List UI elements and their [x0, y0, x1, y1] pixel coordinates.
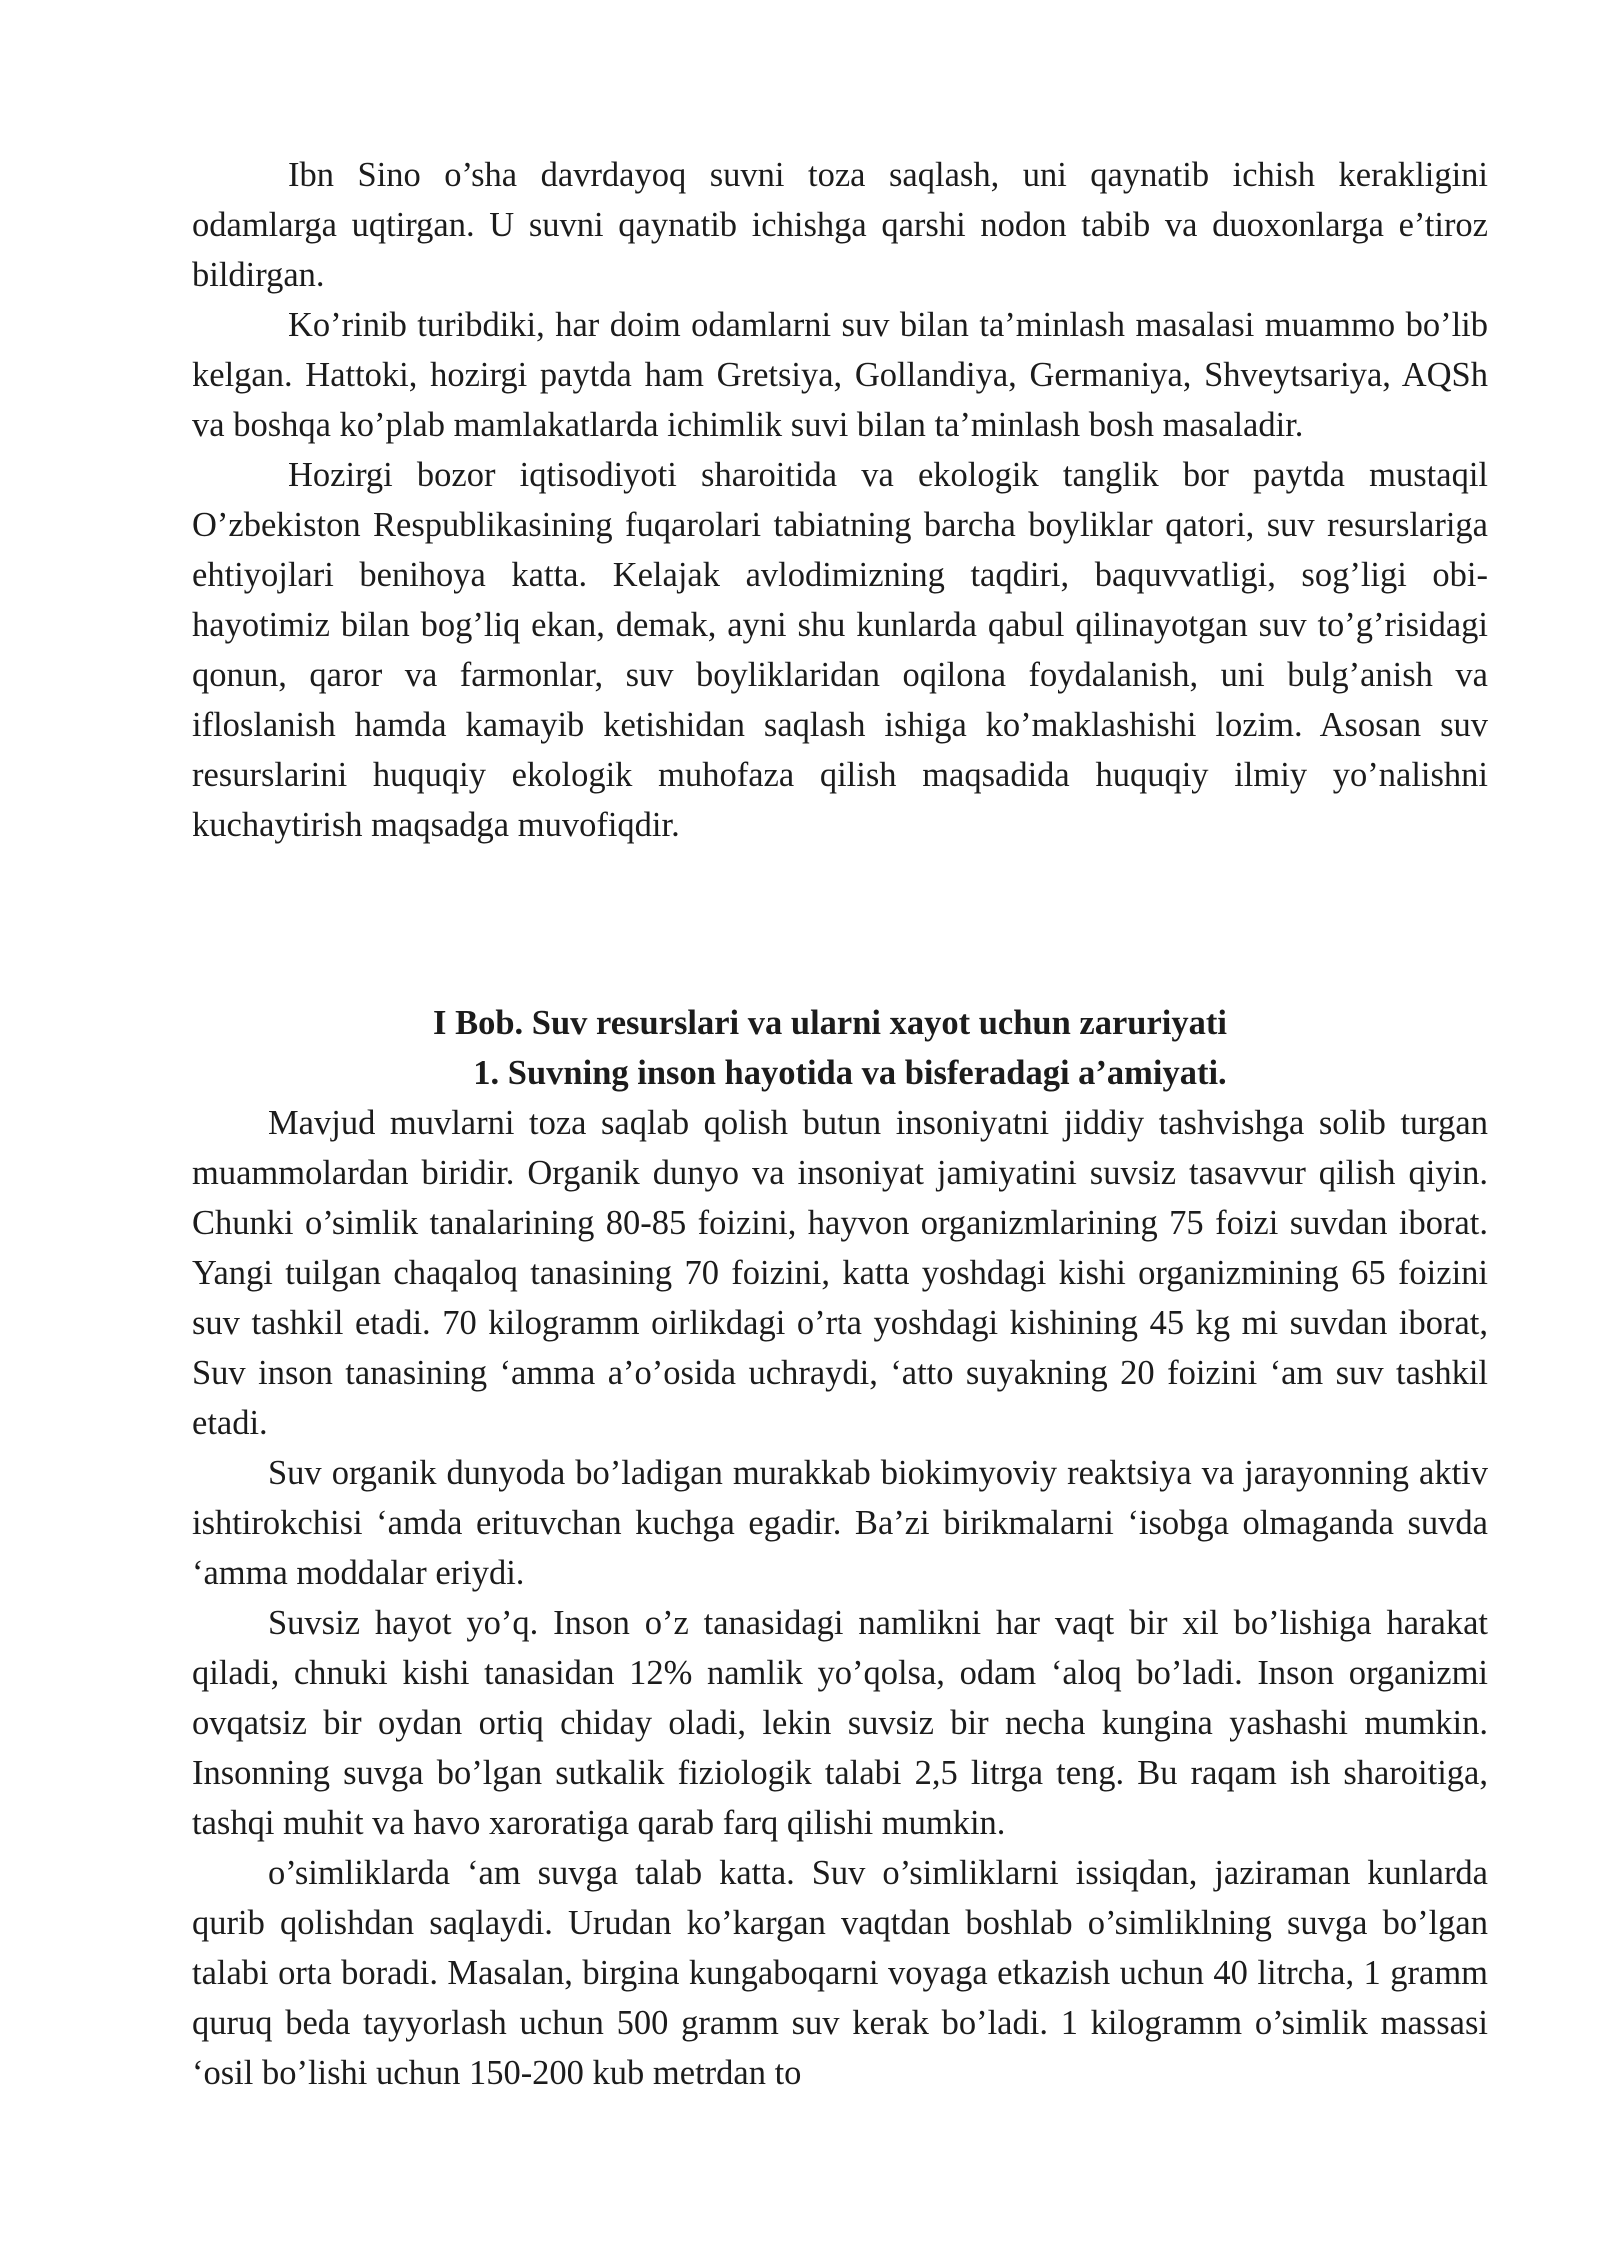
chapter-heading: I Bob. Suv resurslari va ularni xayot uchun zaruriyati [433, 1004, 1227, 1042]
intro-paragraph: Ibn Sino o’sha davrdayoq suvni toza saqlash, uni qaynatib ichish kerakligini odamlarga uqtirgan. U suvni qaynatib ichishga qarshi nodon tabib va duoxonlarga e’tiroz bildirgan. [192, 156, 1488, 294]
body-paragraph: o’simliklarda ‘am suvga talab katta. Suv o’simliklarni issiqdan, jaziraman kunlarda qurib qolishdan saqlaydi. Urudan ko’kargan vaqtdan boshlab o’simliklning suvga bo’lgan talabi orta boradi. Masalan, birgina kungaboqarni voyaga etkazish uchun 40 litrcha, 1 gramm quruq beda tayyorlash uchun 500 gramm suv kerak bo’ladi. 1 kilogramm o’simlik massasi ‘osil bo’lishi uchun 150-200 kub metrdan to [192, 1854, 1488, 2092]
chapter-headings [192, 998, 1488, 1098]
section-body-text [192, 1098, 1488, 2098]
body-paragraph: Mavjud muvlarni toza saqlab qolish butun insoniyatni jiddiy tashvishga solib turgan muammolardan biridir. Organik dunyo va insoniyat jamiyatini suvsiz tasavvur qilish qiyin. Chunki o’simlik tanalarining 80-85 foizini, hayvon organizmlarining 75 foizi suvdan iborat. Yangi tuilgan chaqaloq tanasining 70 foizini, katta yoshdagi kishi organizmining 65 foizini suv tashkil etadi. 70 kilogramm oirlikdagi o’rta yoshdagi kishining 45 kg mi suvdan iborat, Suv inson tanasining ‘amma a’o’osida uchraydi, ‘atto suyakning 20 foizini ‘am suv tashkil etadi. [192, 1104, 1488, 1442]
intro-paragraph: Ko’rinib turibdiki, har doim odamlarni suv bilan ta’minlash masalasi muammo bo’lib kelgan. Hattoki, hozirgi paytda ham Gretsiya, Gollandiya, Germaniya, Shveytsariya, AQSh va boshqa ko’plab mamlakatlarda ichimlik suvi bilan ta’minlash bosh masaladir. [192, 306, 1488, 444]
body-paragraph: Suvsiz hayot yo’q. Inson o’z tanasidagi namlikni har vaqt bir xil bo’lishiga harakat qiladi, chnuki kishi tanasidan 12% namlik yo’qolsa, odam ‘aloq bo’ladi. Inson organizmi ovqatsiz bir oydan ortiq chiday oladi, lekin suvsiz bir necha kungina yashashi mumkin. Insonning suvga bo’lgan sutkalik fiziologik talabi 2,5 litrga teng. Bu raqam ish sharoitiga, tashqi muhit va havo xaroratiga qarab farq qilishi mumkin. [192, 1604, 1488, 1842]
body-paragraph: Suv organik dunyoda bo’ladigan murakkab biokimyoviy reaktsiya va jarayonning aktiv ishtirokchisi ‘amda erituvchan kuchga egadir. Ba’zi birikmalarni ‘isobga olmaganda suvda ‘amma moddalar eriydi. [192, 1454, 1488, 1592]
intro-paragraph: Hozirgi bozor iqtisodiyoti sharoitida va ekologik tanglik bor paytda mustaqil O’zbekiston Respublikasining fuqarolari tabiatning barcha boyliklar qatori, suv resurslariga ehtiyojlari benihoya katta. Kelajak avlodimizning taqdiri, baquvvatligi, sog’ligi obi-hayotimiz bilan bog’liq ekan, demak, ayni shu kunlarda qabul qilinayotgan suv to’g’risidagi qonun, qaror va farmonlar, suv boyliklaridan oqilona foydalanish, uni bulg’anish va ifloslanish hamda kamayib ketishidan saqlash ishiga ko’maklashishi lozim. Asosan suv resurslarini huquqiy ekologik muhofaza qilish maqsadida huquqiy ilmiy yo’nalishni kuchaytirish maqsadga muvofiqdir. [192, 456, 1488, 844]
section-heading: 1. Suvning inson hayotida va bisferadagi a’amiyati. [473, 1054, 1227, 1092]
intro-text [192, 150, 1488, 850]
